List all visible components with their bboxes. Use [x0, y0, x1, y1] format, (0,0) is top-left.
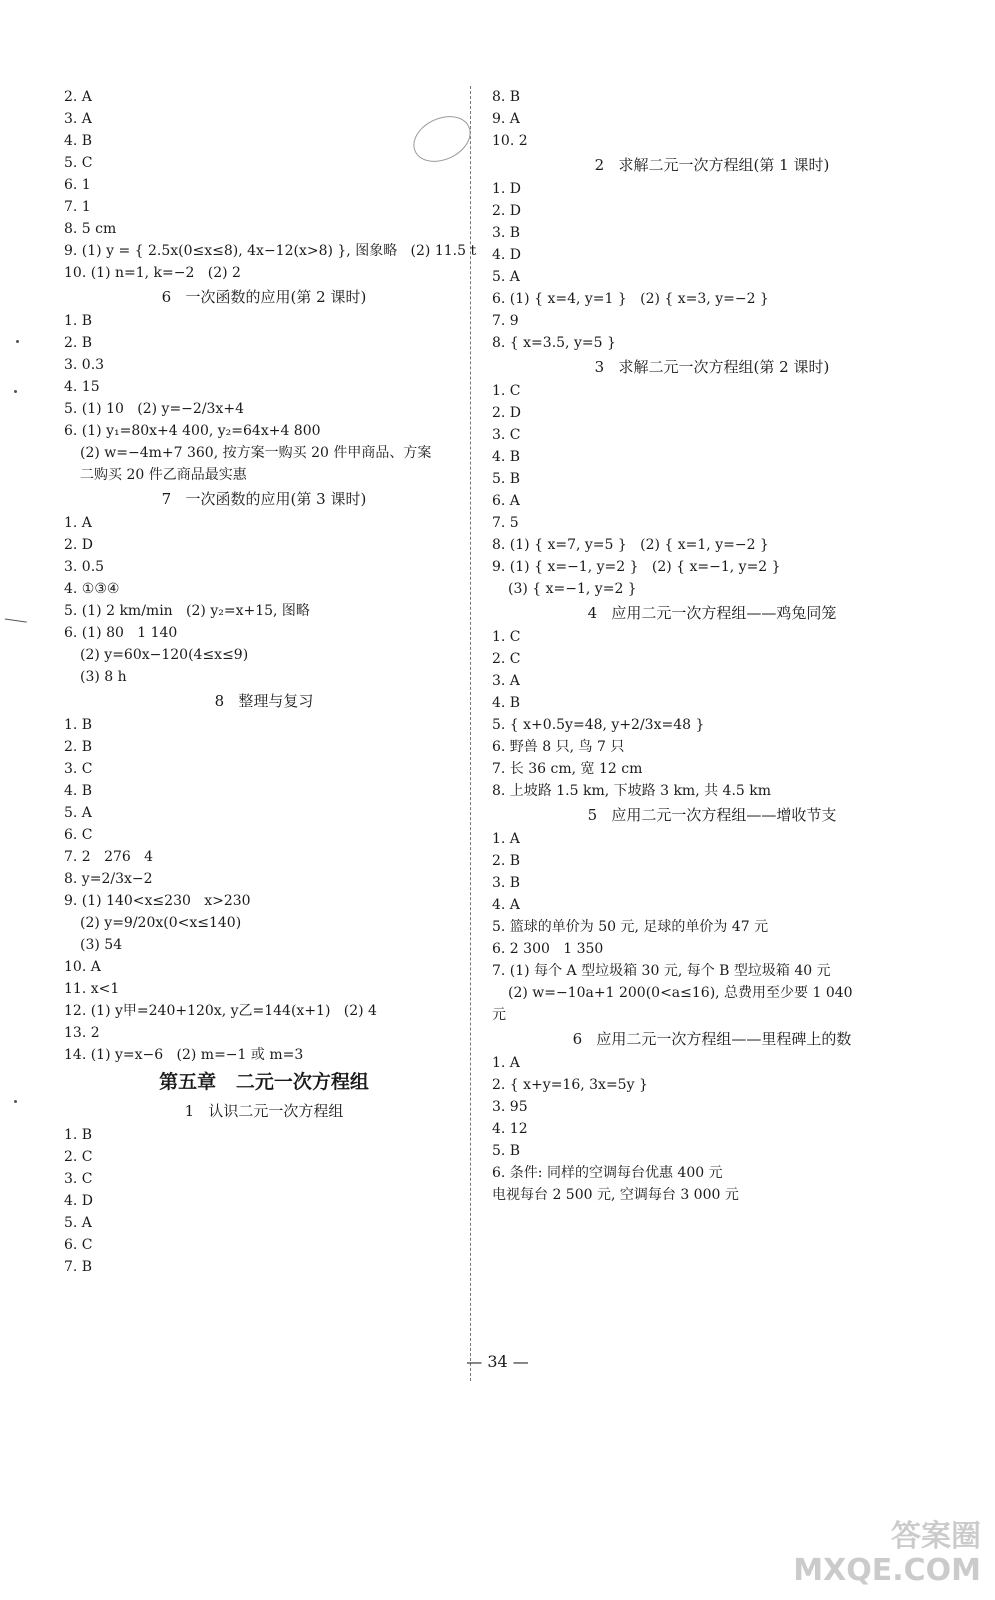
answer-line: 6. 1: [64, 177, 91, 193]
answer-line: 7. 1: [64, 199, 91, 215]
answer-line: 3. 0.3: [64, 357, 105, 373]
answer-line: 3. C: [492, 427, 521, 443]
answer-line: 1. D: [492, 181, 522, 197]
chapter-heading: 第五章 二元一次方程组: [159, 1071, 369, 1093]
answer-line: 8. (1) { x=7, y=5 } (2) { x=1, y=−2 }: [492, 537, 769, 553]
answer-line: 13. 2: [64, 1025, 100, 1041]
edge-mark: [3, 619, 27, 635]
answer-line: 元: [492, 1007, 506, 1023]
answer-line: 8. { x=3.5, y=5 }: [492, 335, 616, 351]
right-column: [492, 86, 932, 1206]
answer-line: 5. (1) 10 (2) y=−2/3x+4: [64, 401, 244, 417]
answer-line: 2. B: [64, 335, 93, 351]
section-heading: 3 求解二元一次方程组(第 2 课时): [594, 358, 830, 376]
answer-line: 2. { x+y=16, 3x=5y }: [492, 1077, 648, 1093]
answer-line: 1. A: [64, 515, 92, 531]
section-heading: 5 应用二元一次方程组——增收节支: [587, 806, 837, 824]
answer-line: 1. B: [64, 1127, 93, 1143]
column-divider: [470, 86, 471, 1381]
answer-line: (3) { x=−1, y=2 }: [508, 581, 637, 597]
answer-line: 5. B: [492, 1143, 521, 1159]
answer-line: 10. (1) n=1, k=−2 (2) 2: [64, 265, 241, 281]
answer-line: 7. 长 36 cm, 宽 12 cm: [492, 761, 643, 777]
answer-line: 3. B: [492, 225, 521, 241]
answer-line: 1. C: [492, 383, 521, 399]
watermark-logo: 答案圈 MXQE.COM: [793, 1519, 981, 1588]
answer-line: 4. B: [64, 133, 93, 149]
answer-line: 2. A: [64, 89, 92, 105]
answer-line: 14. (1) y=x−6 (2) m=−1 或 m=3: [64, 1047, 304, 1063]
answer-line: 1. A: [492, 1055, 520, 1071]
answer-line: 3. C: [64, 761, 93, 777]
answer-line: (2) y=60x−120(4≤x≤9): [80, 647, 249, 663]
answer-line: 3. 0.5: [64, 559, 105, 575]
answer-line: 6. C: [64, 1237, 93, 1253]
answer-line: 10. A: [64, 959, 101, 975]
answer-line: 5. (1) 2 km/min (2) y₂=x+15, 图略: [64, 603, 310, 619]
answer-line: 7. 9: [492, 313, 519, 329]
answer-line: 4. D: [492, 247, 522, 263]
answer-line: 4. B: [492, 695, 521, 711]
answer-line: 4. ①③④: [64, 581, 120, 597]
answer-line: 5. B: [492, 471, 521, 487]
answer-line: 3. B: [492, 875, 521, 891]
answer-line: 2. C: [64, 1149, 93, 1165]
answer-line: 8. y=2/3x−2: [64, 871, 153, 887]
answer-line: 5. 篮球的单价为 50 元, 足球的单价为 47 元: [492, 919, 769, 935]
answer-line: 4. A: [492, 897, 520, 913]
left-column: [64, 86, 477, 1278]
answer-line: 3. A: [64, 111, 92, 127]
section-heading: 8 整理与复习: [214, 692, 314, 710]
answer-line: 4. 12: [492, 1121, 528, 1137]
answer-line: 3. C: [64, 1171, 93, 1187]
answer-line: 1. C: [492, 629, 521, 645]
section-heading: 2 求解二元一次方程组(第 1 课时): [594, 156, 830, 174]
answer-line: (3) 54: [80, 937, 123, 953]
answer-line: 7. 2 276 4: [64, 849, 154, 865]
answer-line: 4. B: [492, 449, 521, 465]
answer-line: 3. 95: [492, 1099, 528, 1115]
answer-line: 11. x<1: [64, 981, 120, 997]
answer-line: 电视每台 2 500 元, 空调每台 3 000 元: [492, 1187, 739, 1203]
answer-line: (2) w=−4m+7 360, 按方案一购买 20 件甲商品、方案: [80, 445, 432, 461]
answer-line: 2. D: [492, 405, 522, 421]
answer-line: 5. A: [64, 1215, 92, 1231]
answer-line: 7. (1) 每个 A 型垃圾箱 30 元, 每个 B 型垃圾箱 40 元: [492, 963, 831, 979]
answer-line: 7. 5: [492, 515, 519, 531]
answer-line: 2. B: [64, 739, 93, 755]
answer-line: 7. B: [64, 1259, 93, 1275]
answer-line: 6. 2 300 1 350: [492, 941, 604, 957]
answer-line: 6. C: [64, 827, 93, 843]
section-heading: 4 应用二元一次方程组——鸡兔同笼: [587, 604, 837, 622]
answer-line: 5. A: [64, 805, 92, 821]
answer-line: 6. A: [492, 493, 520, 509]
section-heading: 6 应用二元一次方程组——里程碑上的数: [572, 1030, 852, 1048]
answer-line: 1. A: [492, 831, 520, 847]
answer-line: 6. (1) { x=4, y=1 } (2) { x=3, y=−2 }: [492, 291, 769, 307]
answer-line: 4. 15: [64, 379, 100, 395]
section-heading: 1 认识二元一次方程组: [184, 1102, 344, 1120]
answer-line: (2) w=−10a+1 200(0<a≤16), 总费用至少要 1 040: [508, 985, 853, 1001]
answer-line: 6. 条件: 同样的空调每台优惠 400 元: [492, 1165, 723, 1181]
answer-line: 8. 5 cm: [64, 221, 117, 237]
scan-dot: [16, 340, 19, 343]
section-heading: 7 一次函数的应用(第 3 课时): [161, 490, 367, 508]
answer-line: 6. 野兽 8 只, 鸟 7 只: [492, 739, 625, 755]
answer-line: (3) 8 h: [80, 669, 127, 685]
answer-line: 9. (1) 140<x≤230 x>230: [64, 893, 251, 909]
section-heading: 6 一次函数的应用(第 2 课时): [161, 288, 367, 306]
answer-line: 1. B: [64, 313, 93, 329]
answer-line: 2. D: [64, 537, 94, 553]
answer-line: (2) y=9/20x(0<x≤140): [80, 915, 242, 931]
answer-line: 1. B: [64, 717, 93, 733]
answer-line: 5. { x+0.5y=48, y+2/3x=48 }: [492, 717, 705, 733]
answer-line: 12. (1) y甲=240+120x, y乙=144(x+1) (2) 4: [64, 1003, 377, 1019]
answer-line: 5. C: [64, 155, 93, 171]
scan-dot: [14, 390, 17, 393]
answer-line: 8. B: [492, 89, 521, 105]
answer-line: 4. B: [64, 783, 93, 799]
answer-line: 2. C: [492, 651, 521, 667]
answer-line: 8. 上坡路 1.5 km, 下坡路 3 km, 共 4.5 km: [492, 783, 772, 799]
answer-line: 3. A: [492, 673, 520, 689]
scan-dot: [14, 1100, 17, 1103]
answer-line: 6. (1) 80 1 140: [64, 625, 178, 641]
page-number: — 34 —: [466, 1352, 529, 1371]
answer-line: 2. D: [492, 203, 522, 219]
answer-line: 9. (1) y = { 2.5x(0≤x≤8), 4x−12(x>8) }, 图象略 (2) 11.5 t: [64, 243, 477, 259]
answer-line: 4. D: [64, 1193, 94, 1209]
answer-line: 二购买 20 件乙商品最实惠: [80, 467, 247, 483]
answer-line: 2. B: [492, 853, 521, 869]
answer-line: 9. (1) { x=−1, y=2 } (2) { x=−1, y=2 }: [492, 559, 781, 575]
answer-line: 6. (1) y₁=80x+4 400, y₂=64x+4 800: [64, 423, 321, 439]
answer-line: 10. 2: [492, 133, 528, 149]
answer-line: 9. A: [492, 111, 520, 127]
answer-line: 5. A: [492, 269, 520, 285]
